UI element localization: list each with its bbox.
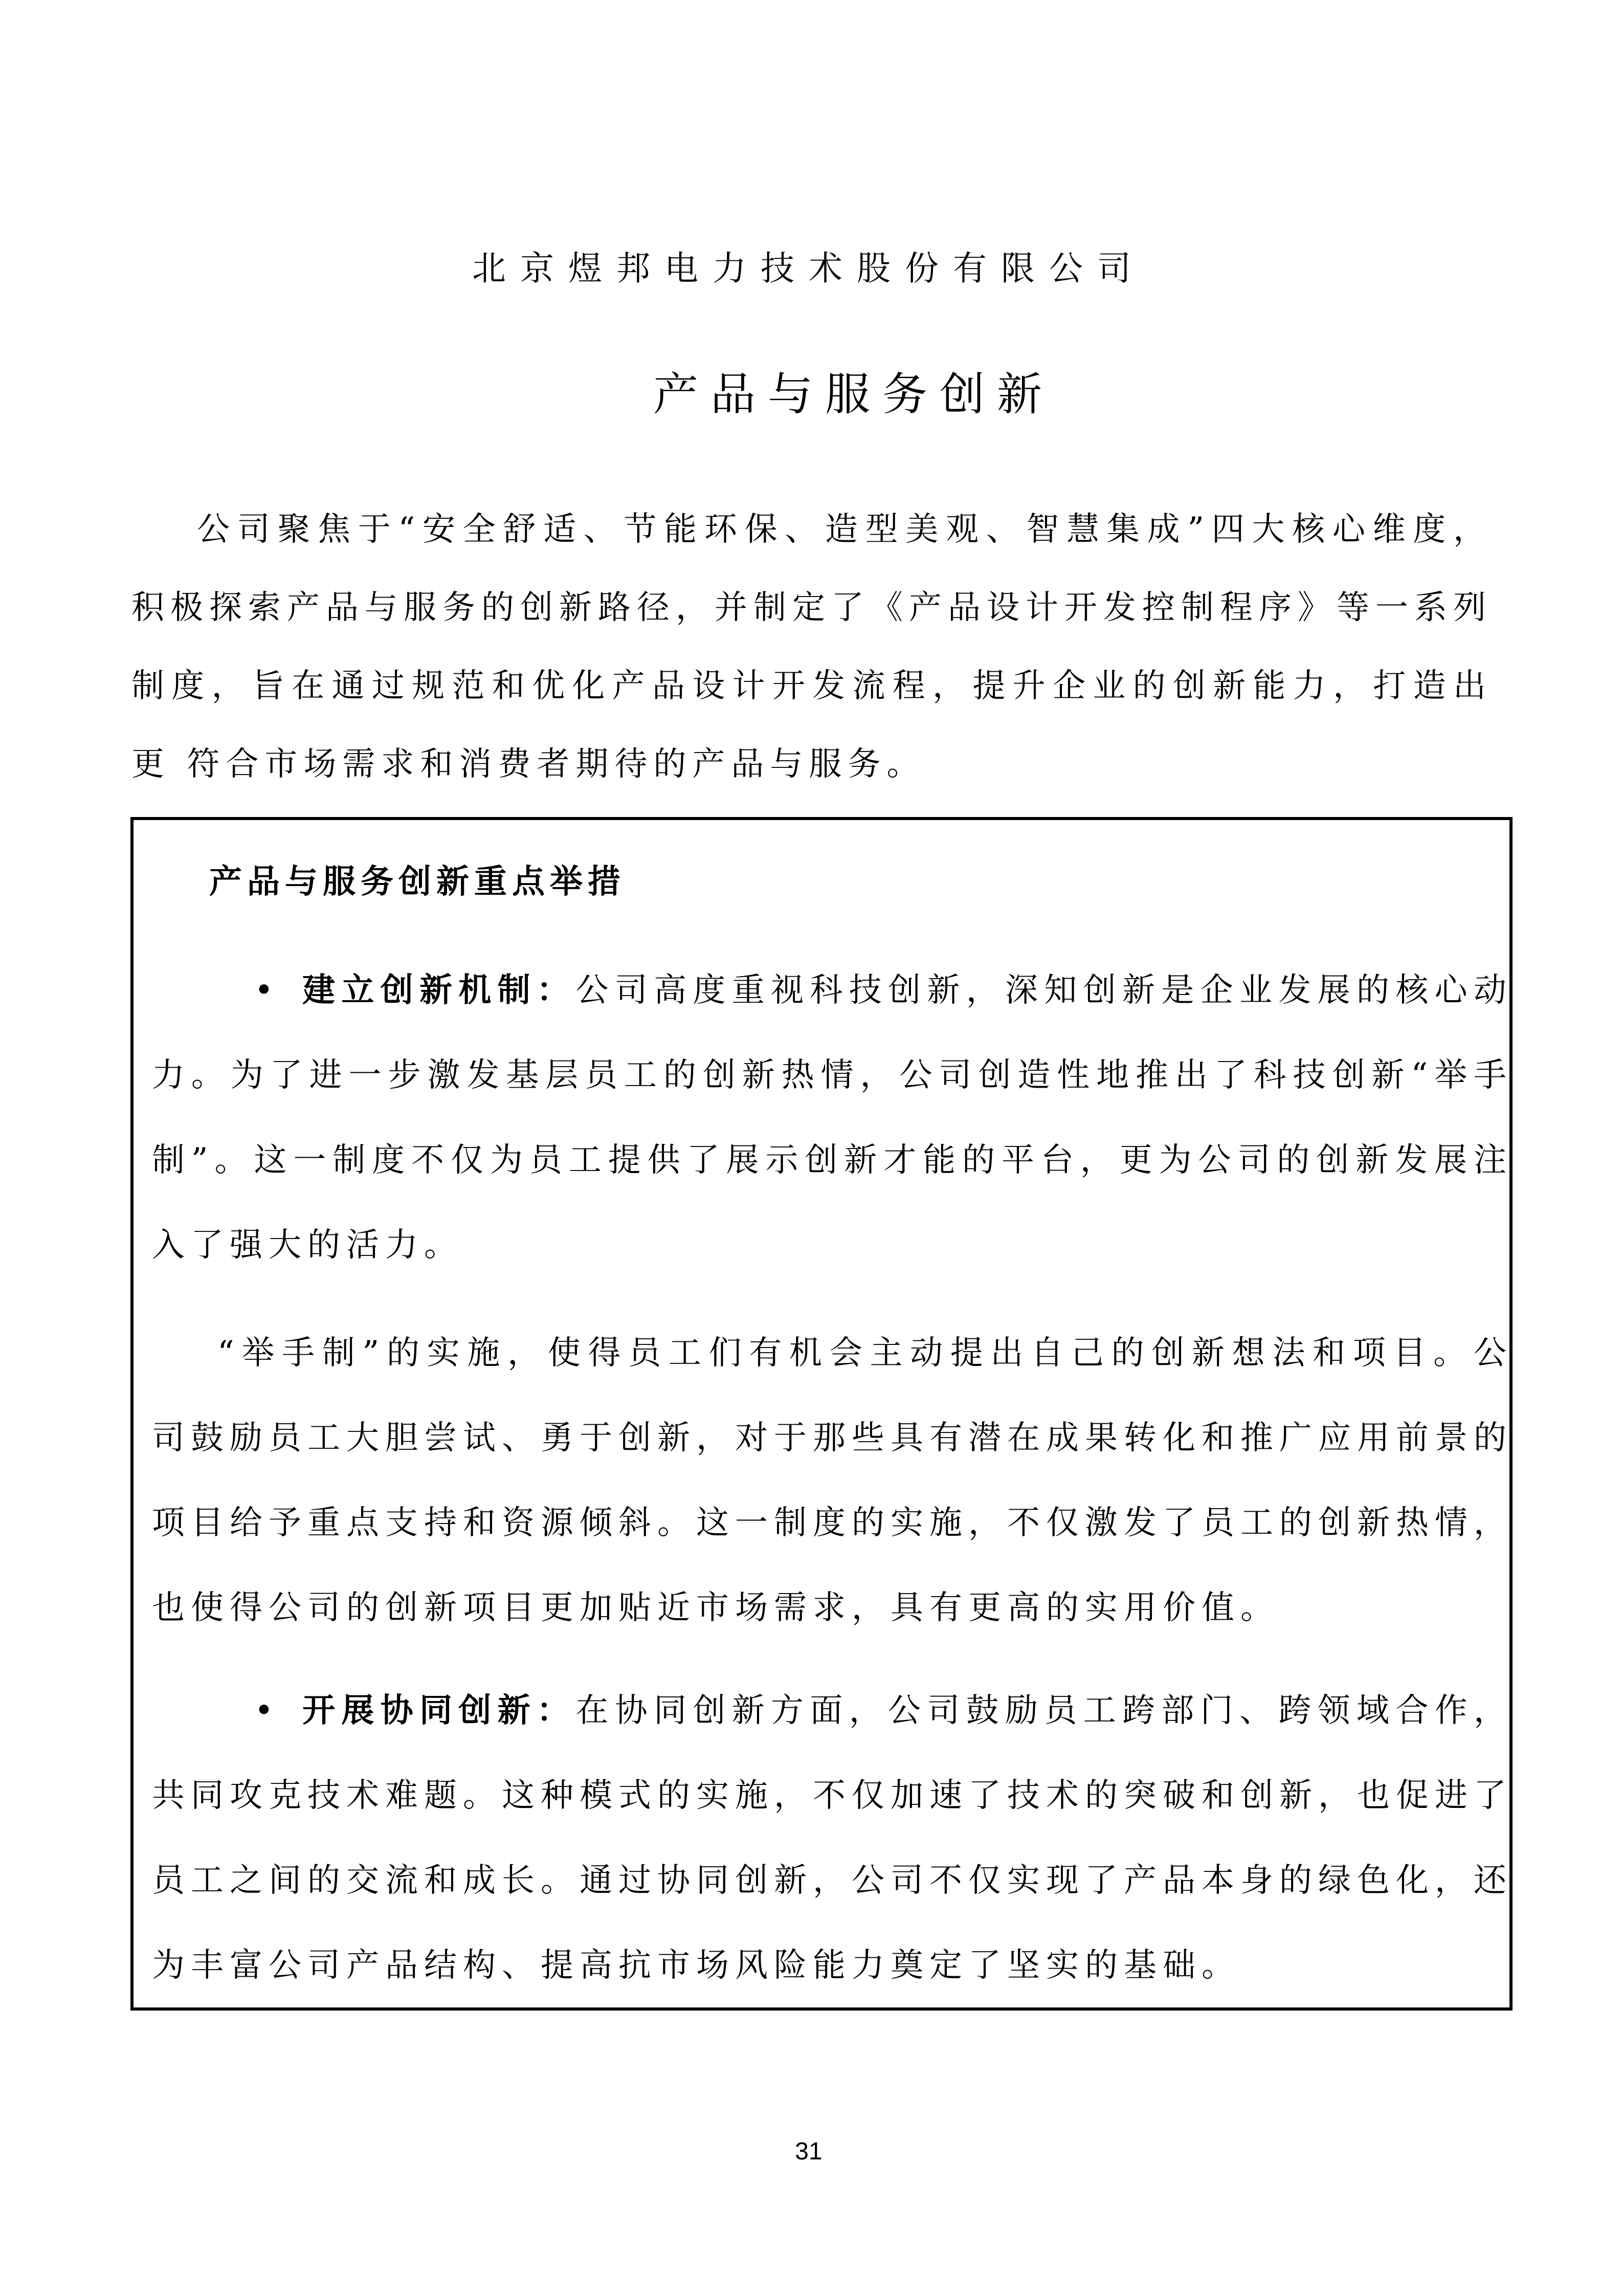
bullet-lead-text: 公司高度重视科技创新，深知创新是企业发展的核心动 bbox=[575, 972, 1507, 1009]
body-line: 共同攻克技术难题。这种模式的实施，不仅加速了技术的突破和创新，也促进了 bbox=[152, 1777, 1506, 1815]
bullet-lead-text: 在协同创新方面，公司鼓励员工跨部门、跨领域合作， bbox=[575, 1692, 1507, 1730]
intro-paragraph bbox=[131, 491, 1486, 804]
body-line: 为丰富公司产品结构、提高抗市场风险能力奠定了坚实的基础。 bbox=[152, 1947, 1240, 1984]
body-line: “举手制”的实施，使得员工们有机会主动提出自己的创新想法和项目。公 bbox=[217, 1334, 1506, 1372]
body-line: 制”。这一制度不仅为员工提供了展示创新才能的平台，更为公司的创新发展注 bbox=[152, 1141, 1506, 1179]
bullet-item-innovation-mechanism bbox=[152, 948, 1506, 1288]
page-title: 产品与服务创新 bbox=[653, 368, 1054, 421]
company-name: 北京煜邦电力技术股份有限公司 bbox=[472, 249, 1145, 288]
intro-line: 制度，旨在通过规范和优化产品设计开发流程，提升企业的创新能力，打造出 bbox=[131, 667, 1486, 705]
hand-raising-paragraph bbox=[152, 1311, 1506, 1650]
bullet-first-line bbox=[152, 948, 1506, 1033]
box-heading: 产品与服务创新重点举措 bbox=[209, 863, 626, 901]
body-line: 项目给予重点支持和资源倾斜。这一制度的实施，不仅激发了员工的创新热情， bbox=[152, 1504, 1506, 1542]
bullet-first-line bbox=[152, 1668, 1506, 1753]
bullet-lead-label: 开展协同创新： bbox=[296, 1691, 576, 1730]
key-measures-box bbox=[130, 817, 1513, 2011]
bullet-item-collaborative-innovation bbox=[152, 1668, 1506, 2008]
page-number: 31 bbox=[795, 2138, 822, 2165]
bullet-lead-label: 建立创新机制： bbox=[296, 971, 576, 1009]
intro-line: 公司聚焦于“安全舒适、节能环保、造型美观、智慧集成”四大核心维度， bbox=[197, 511, 1486, 548]
body-line: 司鼓励员工大胆尝试、勇于创新，对于那些具有潜在成果转化和推广应用前景的 bbox=[152, 1419, 1506, 1457]
bullet-icon: • bbox=[254, 972, 274, 1009]
intro-line: 积极探索产品与服务的创新路径，并制定了《产品设计开发控制程序》等一系列 bbox=[131, 589, 1486, 627]
body-line: 入了强大的活力。 bbox=[152, 1226, 463, 1264]
bullet-icon: • bbox=[254, 1692, 274, 1730]
body-line: 也使得公司的创新项目更加贴近市场需求，具有更高的实用价值。 bbox=[152, 1589, 1279, 1627]
intro-line: 更 符合市场需求和消费者期待的产品与服务。 bbox=[131, 745, 926, 783]
body-line: 员工之间的交流和成长。通过协同创新，公司不仅实现了产品本身的绿色化，还 bbox=[152, 1862, 1506, 1900]
body-line: 力。为了进一步激发基层员工的创新热情，公司创造性地推出了科技创新“举手 bbox=[152, 1056, 1506, 1094]
